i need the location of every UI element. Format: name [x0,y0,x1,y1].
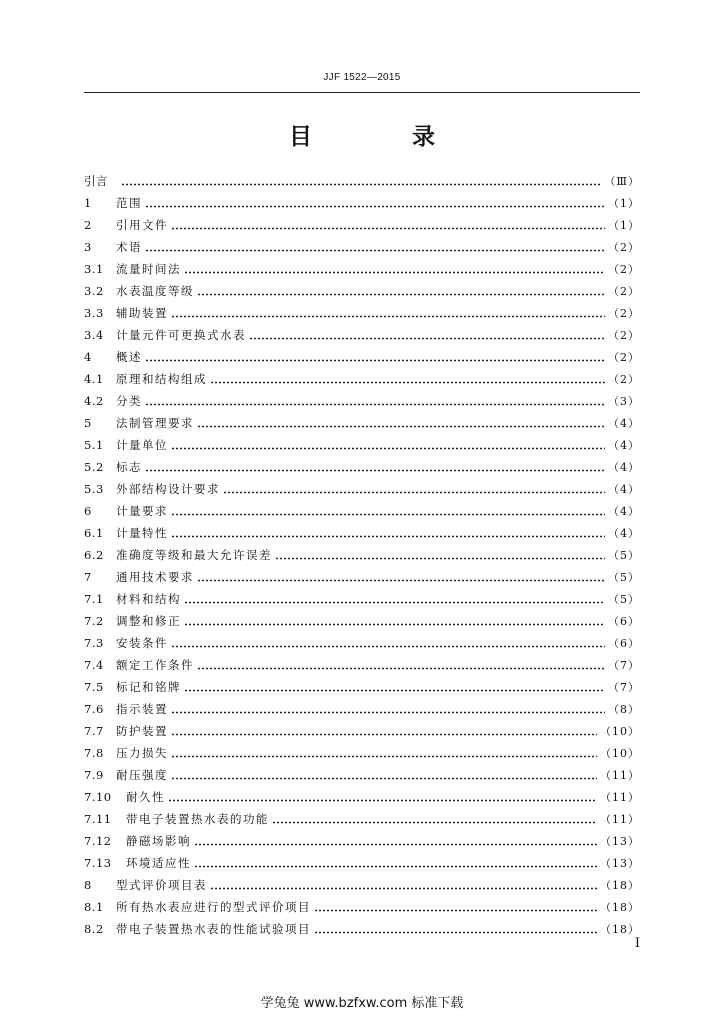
toc-entry-number: 3.3 [84,306,104,320]
dot-leader [197,579,605,582]
toc-entry-page: （4） [608,505,640,518]
toc-entry-number: 7.1 [84,592,104,606]
toc-entry-label: 带电子装置热水表的性能试验项目 [116,922,311,936]
toc-entry[interactable] [84,544,640,566]
toc-entry-page: （13） [600,835,640,848]
toc-entry-page: （10） [600,747,640,760]
toc-entry-number: 引言 [84,174,108,188]
dot-leader [194,843,597,846]
toc-entry-label: 计量元件可更换式水表 [116,328,246,342]
toc-entry-page: （7） [608,681,640,694]
toc-entry-label: 安装条件 [116,636,168,650]
toc-entry-label: 分类 [116,394,142,408]
dot-leader [145,249,605,252]
toc-entry-label: 型式评价项目表 [116,878,207,892]
toc-entry[interactable] [84,896,640,918]
toc-entry-page: （6） [608,637,640,650]
toc-entry-page: （18） [600,901,640,914]
dot-leader [197,667,605,670]
toc-entry-number: 6.2 [84,548,104,562]
toc-entry-page: （2） [608,351,640,364]
dot-leader [171,755,597,758]
dot-leader [171,645,605,648]
toc-entry-number: 3.1 [84,262,104,276]
toc-entry[interactable] [84,412,640,434]
toc-entry[interactable] [84,478,640,500]
dot-leader [184,601,605,604]
toc-entry[interactable] [84,610,640,632]
toc-entry[interactable] [84,434,640,456]
toc-entry-page: （2） [608,241,640,254]
toc-entry-number: 7.9 [84,768,104,782]
dot-leader [171,513,605,516]
toc-entry-page: （2） [608,329,640,342]
toc-entry[interactable] [84,368,640,390]
toc-entry-page: （11） [600,813,640,826]
toc-entry-label: 防护装置 [116,724,168,738]
dot-leader [171,535,605,538]
toc-entry-number: 8.1 [84,900,104,914]
toc-entry-label: 法制管理要求 [116,416,194,430]
toc-entry[interactable] [84,632,640,654]
toc-title: 目 录 [288,123,481,150]
toc-entry-page: （10） [600,725,640,738]
toc-entry-label: 环境适应性 [126,856,191,870]
toc-entry-number: 7.2 [84,614,104,628]
toc-entry-number: 4.1 [84,372,104,386]
toc-entry-label: 计量要求 [116,504,168,518]
toc-entry-number: 3.4 [84,328,104,342]
toc-entry-page: （2） [608,263,640,276]
dot-leader [184,271,605,274]
toc-entry-page: （7） [608,659,640,672]
watermark-footer: 学兔兔 www.bzfxw.com 标准下载 [260,996,464,1011]
toc-entry-number: 6 [84,504,92,518]
toc-entry-number: 7.8 [84,746,104,760]
dot-leader [210,887,597,890]
toc-entry-number: 7.13 [84,856,112,870]
toc-entry[interactable] [84,764,640,786]
toc-entry-label: 额定工作条件 [116,658,194,672]
toc-entry-label: 标记和铭牌 [116,680,181,694]
toc-entry-label: 计量特性 [116,526,168,540]
dot-leader [197,425,605,428]
toc-entry-page: （4） [608,417,640,430]
dot-leader [171,227,605,230]
toc-entry-label: 标志 [116,460,142,474]
toc-entry[interactable] [84,302,640,324]
document-header: JJF 1522—2015 [323,72,401,83]
dot-leader [171,711,605,714]
toc-entry[interactable] [84,676,640,698]
table-of-contents [84,170,640,940]
toc-entry-label: 通用技术要求 [116,570,194,584]
toc-entry-number: 7.10 [84,790,112,804]
toc-entry[interactable] [84,698,640,720]
dot-leader [184,623,605,626]
dot-leader [145,359,605,362]
toc-entry-number: 3.2 [84,284,104,298]
dot-leader [210,381,605,384]
toc-entry-page: （2） [608,373,640,386]
dot-leader [121,183,601,186]
toc-entry-label: 带电子装置热水表的功能 [126,812,269,826]
dot-leader [314,909,597,912]
toc-entry[interactable] [84,258,640,280]
toc-entry-label: 流量时间法 [116,262,181,276]
header-divider [84,92,640,93]
toc-entry[interactable] [84,170,640,192]
toc-entry-label: 压力损失 [116,746,168,760]
toc-entry[interactable] [84,588,640,610]
toc-entry[interactable] [84,236,640,258]
toc-entry-page: （2） [608,307,640,320]
toc-entry-page: （8） [608,703,640,716]
toc-entry-page: （4） [608,527,640,540]
toc-entry[interactable] [84,346,640,368]
toc-entry-page: （1） [608,197,640,210]
toc-entry-label: 材料和结构 [116,592,181,606]
toc-entry[interactable] [84,324,640,346]
toc-entry-number: 7.4 [84,658,104,672]
toc-entry-page: （5） [608,549,640,562]
toc-entry-label: 静磁场影响 [126,834,191,848]
toc-entry[interactable] [84,390,640,412]
toc-entry-page: （2） [608,285,640,298]
dot-leader [197,293,605,296]
toc-entry-page: （5） [608,593,640,606]
toc-entry-number: 5 [84,416,92,430]
toc-entry[interactable] [84,786,640,808]
toc-entry[interactable] [84,192,640,214]
toc-entry[interactable] [84,742,640,764]
dot-leader [184,689,605,692]
toc-entry-page: （1） [608,219,640,232]
toc-entry[interactable] [84,830,640,852]
toc-entry-page: （4） [608,439,640,452]
toc-entry-number: 1 [84,196,92,210]
toc-entry-label: 指示装置 [116,702,168,716]
toc-entry-label: 所有热水表应进行的型式评价项目 [116,900,311,914]
dot-leader [275,557,605,560]
toc-entry-page: （11） [600,769,640,782]
toc-entry-page: （4） [608,483,640,496]
toc-entry[interactable] [84,720,640,742]
toc-entry[interactable] [84,808,640,830]
toc-entry-number: 2 [84,218,92,232]
toc-entry[interactable] [84,456,640,478]
toc-entry-number: 3 [84,240,92,254]
toc-entry-number: 6.1 [84,526,104,540]
toc-entry-number: 7.12 [84,834,112,848]
toc-entry-label: 外部结构设计要求 [116,482,220,496]
toc-entry-label: 调整和修正 [116,614,181,628]
toc-entry[interactable] [84,918,640,940]
toc-entry-page: （4） [608,461,640,474]
toc-entry-label: 范围 [116,196,142,210]
dot-leader [145,469,605,472]
toc-entry-number: 4.2 [84,394,104,408]
dot-leader [145,205,605,208]
toc-entry-page: （18） [600,923,640,936]
toc-entry[interactable] [84,280,640,302]
dot-leader [171,315,605,318]
toc-entry[interactable] [84,874,640,896]
toc-entry[interactable] [84,654,640,676]
toc-entry[interactable] [84,500,640,522]
dot-leader [145,403,605,406]
toc-entry-label: 耐久性 [126,790,165,804]
dot-leader [249,337,605,340]
page-number: I [634,936,640,951]
toc-entry-number: 5.2 [84,460,104,474]
toc-entry-number: 7.6 [84,702,104,716]
toc-entry-number: 5.3 [84,482,104,496]
toc-entry-page: （11） [600,791,640,804]
dot-leader [272,821,597,824]
toc-entry-page: （Ⅲ） [604,175,640,188]
toc-entry-number: 7.3 [84,636,104,650]
toc-entry-label: 概述 [116,350,142,364]
toc-entry-number: 8 [84,878,92,892]
toc-entry-number: 7.5 [84,680,104,694]
toc-entry-label: 原理和结构组成 [116,372,207,386]
dot-leader [171,733,597,736]
toc-entry-number: 7.7 [84,724,104,738]
toc-entry-page: （18） [600,879,640,892]
toc-entry-number: 7.11 [84,812,112,826]
toc-entry[interactable] [84,522,640,544]
toc-entry-page: （13） [600,857,640,870]
toc-entry[interactable] [84,566,640,588]
dot-leader [314,931,597,934]
toc-entry-label: 术语 [116,240,142,254]
toc-entry-label: 水表温度等级 [116,284,194,298]
toc-entry-label: 辅助装置 [116,306,168,320]
toc-entry-number: 5.1 [84,438,104,452]
toc-entry-page: （6） [608,615,640,628]
toc-entry-label: 计量单位 [116,438,168,452]
toc-entry-label: 引用文件 [116,218,168,232]
toc-entry-page: （3） [608,395,640,408]
dot-leader [171,447,605,450]
toc-entry-page: （5） [608,571,640,584]
toc-entry-label: 耐压强度 [116,768,168,782]
dot-leader [194,865,597,868]
toc-entry-number: 7 [84,570,92,584]
toc-entry-label: 准确度等级和最大允许误差 [116,548,272,562]
toc-entry[interactable] [84,214,640,236]
dot-leader [171,777,597,780]
dot-leader [168,799,597,802]
toc-entry-number: 8.2 [84,922,104,936]
toc-entry-number: 4 [84,350,92,364]
toc-entry[interactable] [84,852,640,874]
dot-leader [223,491,605,494]
